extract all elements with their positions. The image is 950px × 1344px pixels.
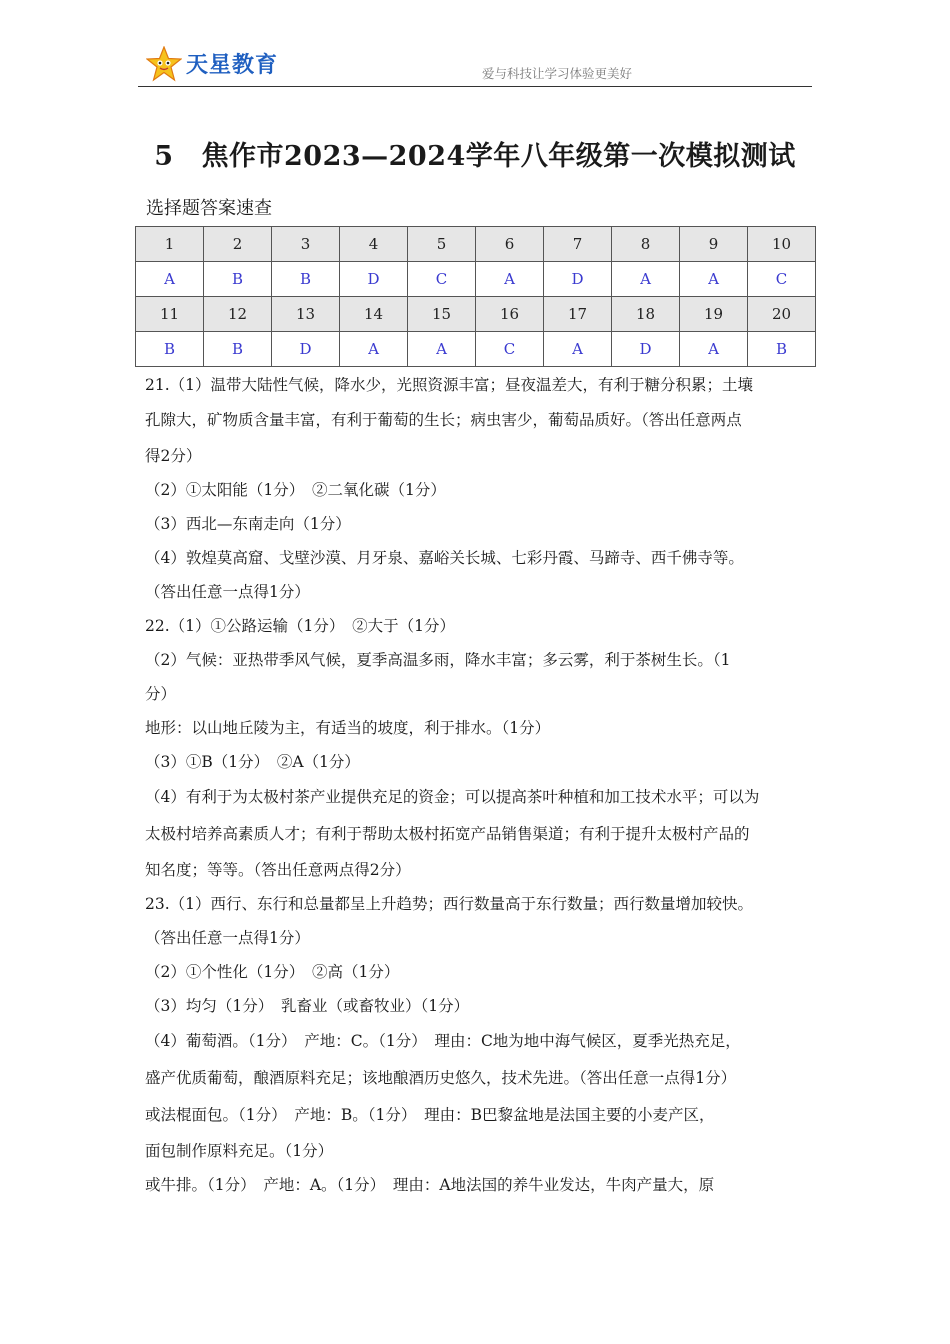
answer-cell: D [272,332,340,367]
answer-cell: A [612,262,680,297]
question-number-cell: 14 [340,297,408,332]
answer-line: 21.（1）温带大陆性气候，降水少，光照资源丰富；昼夜温差大，有利于糖分积累；土壤 [145,376,754,394]
question-number-cell: 6 [476,227,544,262]
question-number-cell: 7 [544,227,612,262]
question-number-cell: 11 [136,297,204,332]
question-number-cell: 1 [136,227,204,262]
answer-cell: C [748,262,816,297]
answer-cell: A [680,332,748,367]
answer-line: 知名度；等等。（答出任意两点得2分） [145,861,411,879]
quick-check-label: 选择题答案速查 [146,198,272,219]
answer-cell: B [204,332,272,367]
title-number: 5 [154,141,174,172]
answer-line: （2）①个性化（1分） ②高（1分） [145,963,400,981]
answer-line: （4）敦煌莫高窟、戈壁沙漠、月牙泉、嘉峪关长城、七彩丹霞、马蹄寺、西千佛寺等。 [145,549,744,567]
answer-line: （答出任意一点得1分） [145,583,310,601]
star-mascot-icon [146,46,182,82]
answer-line: （4）有利于为太极村茶产业提供充足的资金；可以提高茶叶种植和加工技术水平；可以为 [145,788,760,806]
answer-cell: D [340,262,408,297]
answer-line: 太极村培养高素质人才；有利于帮助太极村拓宽产品销售渠道；有利于提升太极村产品的 [145,825,750,843]
answer-cell: A [544,332,612,367]
answer-line: 22.（1）①公路运输（1分） ②大于（1分） [145,617,455,635]
question-number-cell: 12 [204,297,272,332]
question-number-cell: 9 [680,227,748,262]
question-number-cell: 5 [408,227,476,262]
question-number-cell: 10 [748,227,816,262]
answer-cell: B [748,332,816,367]
answer-line: （答出任意一点得1分） [145,929,310,947]
answer-cell: A [340,332,408,367]
answer-cell: A [680,262,748,297]
answer-line: 或牛排。（1分） 产地：A。（1分） 理由：A地法国的养牛业发达，牛肉产量大，原 [145,1176,715,1194]
answer-line: 孔隙大，矿物质含量丰富，有利于葡萄的生长；病虫害少，葡萄品质好。（答出任意两点 [145,411,742,429]
answer-body [145,368,811,1202]
question-number-cell: 4 [340,227,408,262]
answer-line: （3）西北—东南走向（1分） [145,515,351,533]
question-number-cell: 16 [476,297,544,332]
answer-row [136,332,816,367]
page-header [138,40,812,87]
answer-line: 面包制作原料充足。（1分） [145,1142,334,1160]
answer-line: （3）①B（1分） ②A（1分） [145,753,360,771]
question-number-row [136,297,816,332]
answer-line: （4）葡萄酒。（1分） 产地：C。（1分） 理由：C地为地中海气候区，夏季光热充足， [145,1032,741,1050]
question-number-cell: 18 [612,297,680,332]
answer-line: 得2分） [145,447,202,465]
answer-line: （2）①太阳能（1分） ②二氧化碳（1分） [145,481,446,499]
answer-cell: A [408,332,476,367]
question-number-row [136,227,816,262]
answer-line: （3）均匀（1分） 乳畜业（或畜牧业）（1分） [145,997,470,1015]
answer-cell: A [476,262,544,297]
answer-cell: B [136,332,204,367]
answer-line: 分） [145,685,177,703]
answer-row [136,262,816,297]
question-number-cell: 3 [272,227,340,262]
title-text: 焦作市2023—2024学年八年级第一次模拟测试 [201,141,796,172]
page-title [0,134,950,173]
question-number-cell: 2 [204,227,272,262]
question-number-cell: 17 [544,297,612,332]
answer-cell: A [136,262,204,297]
answer-line: 23.（1）西行、东行和总量都呈上升趋势；西行数量高于东行数量；西行数量增加较快。 [145,895,754,913]
question-number-cell: 19 [680,297,748,332]
brand-name: 天星教育 [186,53,279,78]
answer-cell: D [544,262,612,297]
answer-table [135,226,816,367]
question-number-cell: 13 [272,297,340,332]
question-number-cell: 20 [748,297,816,332]
answer-cell: B [272,262,340,297]
answer-cell: C [476,332,544,367]
answer-cell: B [204,262,272,297]
answer-line: 或法棍面包。（1分） 产地：B。（1分） 理由：B巴黎盆地是法国主要的小麦产区， [145,1106,715,1124]
answer-cell: C [408,262,476,297]
question-number-cell: 8 [612,227,680,262]
answer-line: 地形：以山地丘陵为主，有适当的坡度，利于排水。（1分） [145,719,551,737]
answer-line: （2）气候：亚热带季风气候，夏季高温多雨，降水丰富；多云雾，利于茶树生长。（1 [145,651,731,669]
slogan: 爱与科技让学习体验更美好 [481,66,632,81]
question-number-cell: 15 [408,297,476,332]
answer-cell: D [612,332,680,367]
answer-line: 盛产优质葡萄，酿酒原料充足；该地酿酒历史悠久，技术先进。（答出任意一点得1分） [145,1069,737,1087]
